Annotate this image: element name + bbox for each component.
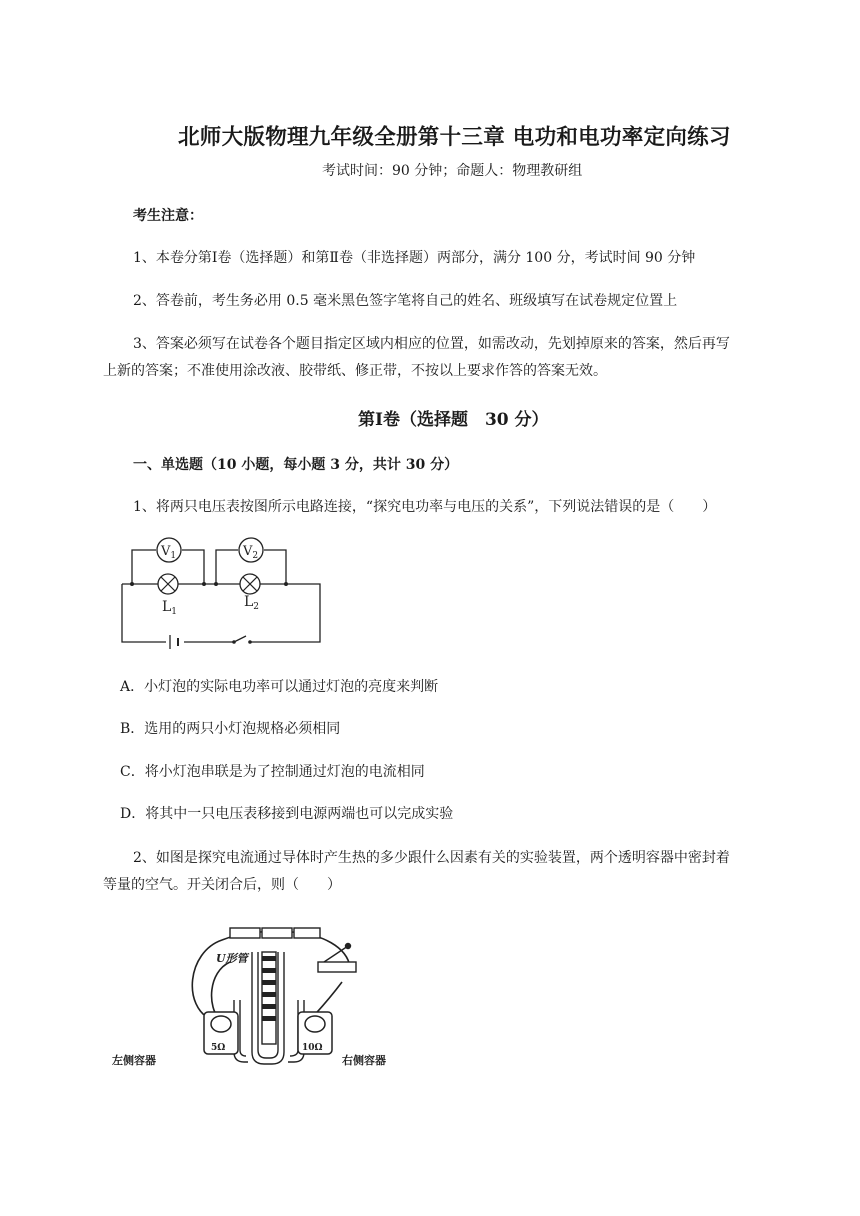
circuit-diagram [118,532,324,650]
section-title: 第Ⅰ卷（选择题 30 分） [358,410,549,430]
u-tube-label: U形管 [216,952,248,965]
l1-subscript: 1 [171,607,178,617]
right-resistor-label: 10Ω [302,1043,323,1053]
left-container-label: 左侧容器 [112,1054,156,1067]
question-1-stem: 1、将两只电压表按图所示电路连接，“探究电功率与电压的关系”，下列说法错误的是（ ） [133,499,717,515]
v1-subscript: 1 [170,551,177,561]
switch-icon [318,944,356,973]
l2-label: L [244,594,254,610]
part-title: 一、单选题（10 小题，每小题 3 分，共计 30 分） [133,457,459,473]
right-container-label: 右侧容器 [342,1054,386,1067]
page-title: 北师大版物理九年级全册第十三章 电功和电功率定向练习 [178,125,731,150]
question-1-option-c: C．将小灯泡串联是为了控制通过灯泡的电流相同 [120,764,425,780]
l1-label: L [162,599,172,615]
question-1-option-b: B．选用的两只小灯泡规格必须相同 [120,721,341,737]
lamp-l1-icon [158,574,178,594]
question-1-option-d: D．将其中一只电压表移接到电源两端也可以完成实验 [120,806,454,822]
notice-title: 考生注意： [133,208,203,224]
notice-item-2: 2、答卷前，考生务必用 0.5 毫米黑色签字笔将自己的姓名、班级填写在试卷规定位置上 [133,293,678,309]
notice-item-3-continued: 上新的答案；不准使用涂改液、胶带纸、修正带，不按以上要求作答的答案无效。 [103,363,607,379]
l2-subscript: 2 [253,602,260,612]
svg-text:L1 [162,599,177,617]
battery-pack-icon [230,928,320,938]
heating-apparatus-diagram [112,912,412,1072]
question-2-stem-continued: 等量的空气。开关闭合后，则（ ） [103,877,341,893]
exam-subtitle: 考试时间：90 分钟；命题人：物理教研组 [322,163,583,179]
lamp-l2-icon [240,574,260,594]
v1-label: V [161,544,171,559]
question-1-option-a: A．小灯泡的实际电功率可以通过灯泡的亮度来判断 [120,679,439,695]
notice-item-3: 3、答案必须写在试卷各个题目指定区域内相应的位置，如需改动，先划掉原来的答案，然后再写 [133,336,730,352]
question-2-stem: 2、如图是探究电流通过导体时产生热的多少跟什么因素有关的实验装置，两个透明容器中密封着 [133,850,730,866]
svg-text:L2 [244,594,259,612]
left-resistor-label: 5Ω [211,1043,226,1053]
v2-label: V [243,544,253,559]
notice-item-1: 1、本卷分第Ⅰ卷（选择题）和第Ⅱ卷（非选择题）两部分，满分 100 分，考试时间 90 分钟 [133,250,696,266]
v2-subscript: 2 [252,551,259,561]
